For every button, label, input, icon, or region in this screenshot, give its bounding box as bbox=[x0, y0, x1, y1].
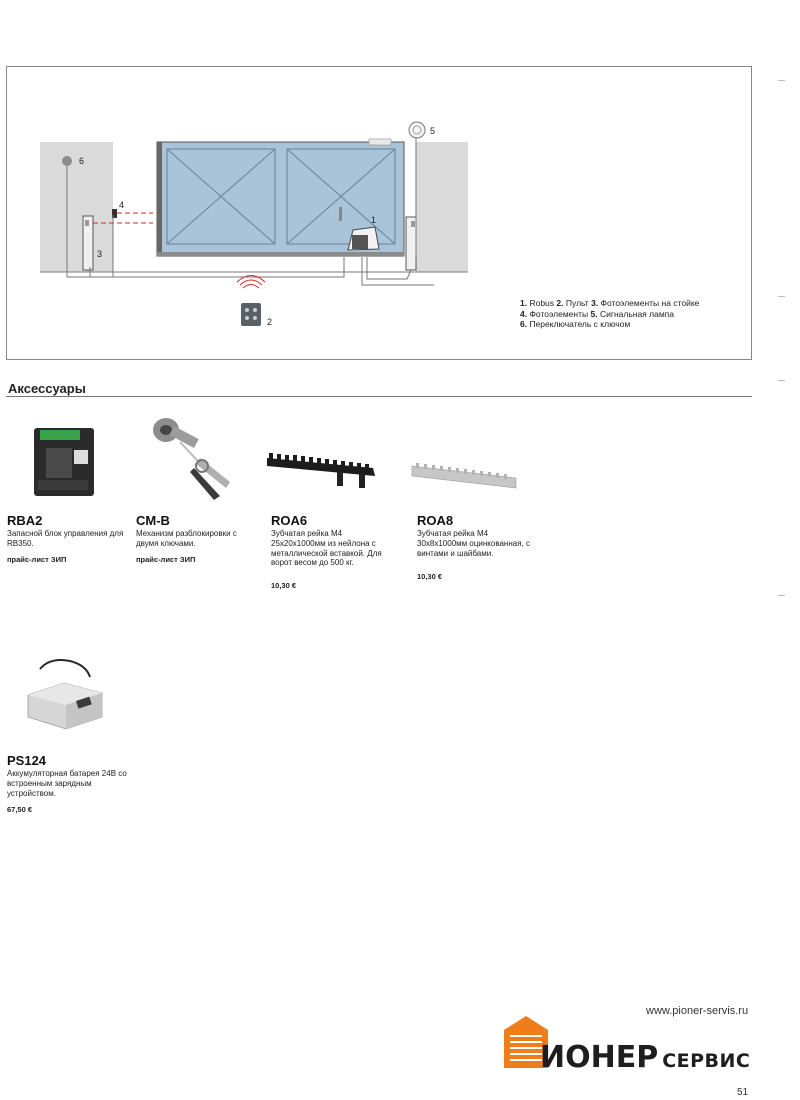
product-price-rba2: прайс-лист ЗИП bbox=[7, 555, 67, 564]
label-1: 1 bbox=[371, 215, 377, 225]
section-divider bbox=[6, 396, 752, 397]
label-5: 5 bbox=[430, 126, 436, 136]
roa6-image bbox=[265, 450, 380, 494]
product-code-cmb: CM-B bbox=[136, 513, 170, 528]
product-price-cmb: прайс-лист ЗИП bbox=[136, 555, 196, 564]
left-wall bbox=[40, 142, 113, 272]
label-2: 2 bbox=[267, 317, 273, 327]
product-price-roa8: 10,30 € bbox=[417, 572, 443, 581]
signal-lamp-icon bbox=[409, 122, 425, 138]
right-wall bbox=[416, 142, 468, 272]
product-desc-cmb: Механизм разблокировки с двумя ключами. bbox=[136, 529, 237, 548]
product-desc-ps124: Аккумуляторная батарея 24В со встроенным зарядным устройством. bbox=[7, 769, 127, 798]
roa8-image bbox=[410, 460, 520, 490]
key-switch-icon bbox=[62, 156, 72, 166]
legend-line-3: 6. Переключатель с ключом bbox=[520, 319, 631, 329]
label-6: 6 bbox=[79, 156, 85, 166]
diagram-legend bbox=[520, 298, 699, 330]
label-3: 3 bbox=[97, 249, 103, 259]
section-title: Аксессуары bbox=[8, 381, 86, 396]
brand-sub: СЕРВИС bbox=[662, 1050, 751, 1072]
ps124-image bbox=[20, 655, 110, 735]
product-price-ps124: 67,50 € bbox=[7, 805, 33, 814]
page-number: 51 bbox=[737, 1087, 749, 1098]
product-price-roa6: 10,30 € bbox=[271, 581, 297, 590]
product-code-rba2: RBA2 bbox=[7, 513, 43, 528]
motor-body bbox=[352, 235, 368, 249]
company-brand bbox=[540, 1040, 750, 1075]
website-url[interactable]: www.pioner-servis.ru bbox=[646, 1005, 749, 1017]
product-desc-roa6: Зубчатая рейка М4 25х20х1000мм из нейлона с металлической вставкой. Для ворот весом до 500 кг. bbox=[271, 529, 382, 568]
brand-main: ИОНЕР bbox=[540, 1040, 659, 1075]
legend-line-2: 4. Фотоэлементы 5. Сигнальная лампа bbox=[520, 308, 674, 319]
remote-control-icon bbox=[241, 303, 261, 326]
product-code-roa6: ROA6 bbox=[271, 513, 308, 528]
product-code-ps124: PS124 bbox=[7, 753, 47, 768]
product-desc-rba2: Запасной блок управления для RB350. bbox=[7, 529, 124, 548]
product-desc-roa8: Зубчатая рейка М4 30х8х1000мм оцинкованная, с винтами и шайбами. bbox=[417, 529, 530, 558]
cmb-image bbox=[140, 412, 240, 502]
product-code-roa8: ROA8 bbox=[417, 513, 454, 528]
label-4: 4 bbox=[119, 200, 125, 210]
rba2-image bbox=[20, 420, 112, 502]
legend-line-1: 1. Robus 2. Пульт 3. Фотоэлементы на стойке bbox=[520, 298, 700, 308]
